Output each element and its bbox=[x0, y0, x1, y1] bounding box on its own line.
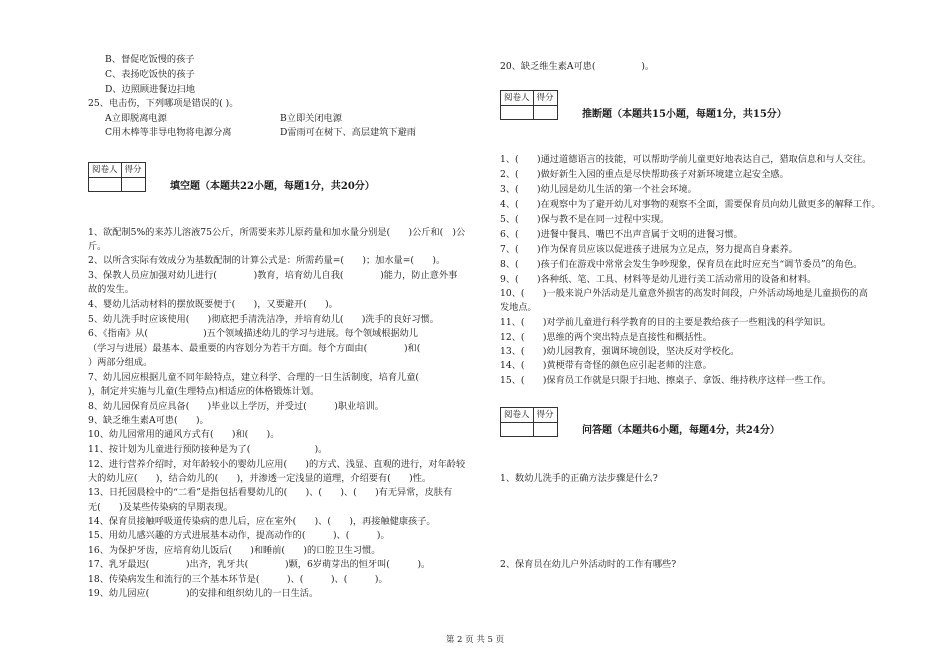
question-line: 发地点。 bbox=[500, 302, 537, 313]
question-line: 17、乳牙最迟( )出齐，乳牙共( )颗，6岁萌芽出的恒牙叫( )。 bbox=[88, 559, 431, 570]
score-box-qa bbox=[500, 407, 558, 437]
reviewer-label: 阅卷人 bbox=[501, 91, 534, 106]
question-line: 25、电击伤，下列哪项是错误的( )。 bbox=[88, 98, 239, 109]
reviewer-cell bbox=[501, 106, 534, 120]
question-line: 10、幼儿园常用的通风方式有( )和( )。 bbox=[88, 429, 280, 440]
question-line: 1、数幼儿洗手的正确方法步骤是什么? bbox=[500, 473, 658, 484]
question-line: 5、( )保与教不是在同一过程中实现。 bbox=[500, 214, 670, 225]
score-label: 得分 bbox=[533, 91, 557, 106]
question-20: 20、缺乏维生素A可患( )。 bbox=[500, 61, 655, 72]
question-line: 9、( )各种纸、笔、工具、材料等是幼儿进行美工活动常用的设备和材料。 bbox=[500, 274, 817, 285]
reviewer-cell bbox=[501, 423, 534, 437]
question-line: 4、婴幼儿活动材料的摆放既要便于( )，又要避开( )。 bbox=[88, 299, 338, 310]
question-line: 1、( )通过道德语言的技能，可以帮助学前儿童更好地表达自己，猎取信息和与人交往。 bbox=[500, 154, 872, 165]
question-line: 2、以所含实际有效成分为基数配制的计算公式是：所需药量=( )；加水量=( )。 bbox=[88, 255, 446, 266]
option-line: A立即脱离电源 bbox=[105, 113, 167, 124]
question-line: 15、用幼儿感兴趣的方式进展基本动作，提高动作的( )、( )。 bbox=[88, 530, 390, 541]
section-title-judge: 推断题（本题共15小题，每题1分，共15分） bbox=[582, 109, 787, 120]
question-line: B、督促吃饭慢的孩子 bbox=[105, 54, 195, 65]
score-cell bbox=[533, 423, 557, 437]
question-line: D、边照顾进餐边扫地 bbox=[105, 84, 196, 95]
question-line: 13、( )幼儿园教育，强调环境创设，坚决反对学校化。 bbox=[500, 346, 740, 357]
question-line: 7、( )作为保育员应该以促进孩子进展为立足点，努力提高自身素养。 bbox=[500, 244, 798, 255]
question-line: 13、日托园晨检中的“二看”是指包括看婴幼儿的( )、( )、( )有无异常，皮肤有 bbox=[88, 487, 453, 498]
question-line: 8、幼儿园保育员应具备( )毕业以上学历，并受过( )职业培训。 bbox=[88, 401, 384, 412]
section-title-fill-blank: 填空题（本题共22小题，每题1分，共20分） bbox=[170, 181, 375, 192]
question-line: 15、( )保育员工作就是只限于扫地、擦桌子、拿饭、维持秩序这样一些工作。 bbox=[500, 375, 832, 386]
option-line: B立即关闭电源 bbox=[280, 113, 342, 124]
question-line: 1、欲配制5%的来苏儿溶液75公斤，所需要来苏儿原药量和加水量分别是( )公斤和( )公 bbox=[88, 227, 466, 238]
score-cell bbox=[121, 178, 145, 192]
question-line: 故的发生。 bbox=[88, 284, 134, 295]
question-line: 16、为保护牙齿，应培育幼儿饭后( )和睡前( )的口腔卫生习惯。 bbox=[88, 545, 381, 556]
question-line: 14、保育员接触呼吸道传染病的患儿后，应在室外( )、( )，再接触健康孩子。 bbox=[88, 516, 436, 527]
score-box-judge bbox=[500, 90, 558, 120]
question-line: 11、( )对学前儿童进行科学教育的目的主要是教给孩子一些粗浅的科学知识。 bbox=[500, 317, 832, 328]
question-line: 2、保育员在幼儿户外活动时的工作有哪些? bbox=[500, 559, 677, 570]
reviewer-label: 阅卷人 bbox=[89, 163, 122, 178]
score-label: 得分 bbox=[533, 408, 557, 423]
score-label: 得分 bbox=[121, 163, 145, 178]
question-line: 18、传染病发生和流行的三个基本环节是( )、( )、( )。 bbox=[88, 574, 388, 585]
section-title-qa: 问答题（本题共6小题，每题4分，共24分） bbox=[582, 425, 780, 436]
question-line: 6、( )进餐中餐具、嘴巴不出声音属于文明的进餐习惯。 bbox=[500, 229, 743, 240]
question-line: )，制定并实施与儿童(生理特点)相适应的体格锻炼计划。 bbox=[88, 386, 320, 397]
question-line: （学习与进展）最基本、最重要的内容划分为若干方面。每个方面由( )和( bbox=[88, 343, 458, 354]
score-box-fill bbox=[88, 162, 146, 192]
option-line: C用木棒等非导电物将电源分离 bbox=[105, 127, 232, 138]
question-line: 斤。 bbox=[88, 241, 107, 252]
question-line: 9、缺乏维生素A可患( )。 bbox=[88, 415, 209, 426]
question-line: 19、幼儿园应( )的安排和组织幼儿的一日生活。 bbox=[88, 588, 319, 599]
question-line: 7、幼儿园应根据儿童不同年龄特点，建立科学、合理的一日生活制度，培育儿童( bbox=[88, 372, 438, 383]
question-line: 10、( )一般来说户外活动是儿童意外损害的高发时间段，户外活动场地是儿童损伤的高 bbox=[500, 288, 868, 299]
question-line: 2、( )做好新生入园的重点是尽快帮助孩子对新环境建立起安全感。 bbox=[500, 169, 789, 180]
question-line: 3、保教人员应加强对幼儿进行( )教育，培育幼儿自我( )能力，防止意外事 bbox=[88, 270, 458, 281]
reviewer-label: 阅卷人 bbox=[501, 408, 534, 423]
question-line: 4、( )在观察中为了避开幼儿对事物的观察不全面，需要保育员向幼儿做更多的解释工作。 bbox=[500, 199, 881, 210]
score-cell bbox=[533, 106, 557, 120]
question-line: 大的幼儿应( )，结合幼儿的( )，并渗透一定浅显的道理，介绍要有( )性。 bbox=[88, 473, 432, 484]
question-line: C、表扬吃饭快的孩子 bbox=[105, 69, 195, 80]
question-line: 6、《指南》从( )五个领域描述幼儿的学习与进展。每个领域根据幼儿 bbox=[88, 328, 418, 339]
option-line: D雷雨可在树下、高层建筑下避雨 bbox=[280, 127, 416, 138]
question-line: 3、( )幼儿园是幼儿生活的第一个社会环境。 bbox=[500, 184, 697, 195]
question-line: 14、( )黄梗带有奇怪的颜色应引起老师的注意。 bbox=[500, 360, 712, 371]
question-line: 12、进行营养介绍时，对年龄较小的婴幼儿应用( )的方式、浅显、直观的进行，对年龄较 bbox=[88, 459, 466, 470]
question-line: ）两部分组成。 bbox=[88, 357, 153, 368]
question-line: 11、按计划为儿童进行预防接种是为了( )。 bbox=[88, 444, 328, 455]
question-line: 无( )及某些传染病的早期表现。 bbox=[88, 502, 233, 513]
question-line: 12、( )思维的两个突出特点是直接性和概括性。 bbox=[500, 332, 712, 343]
reviewer-cell bbox=[89, 178, 122, 192]
question-line: 5、幼儿洗手时应该使用( )彻底把手清洗洁净，并培育幼儿( )洗手的良好习惯。 bbox=[88, 314, 439, 325]
page-footer: 第 2 页 共 5 页 bbox=[445, 635, 505, 645]
question-line: 8、( )孩子们在游戏中常常会发生争吵现象，保育员在此时应充当“调节委员”的角色。 bbox=[500, 259, 863, 270]
